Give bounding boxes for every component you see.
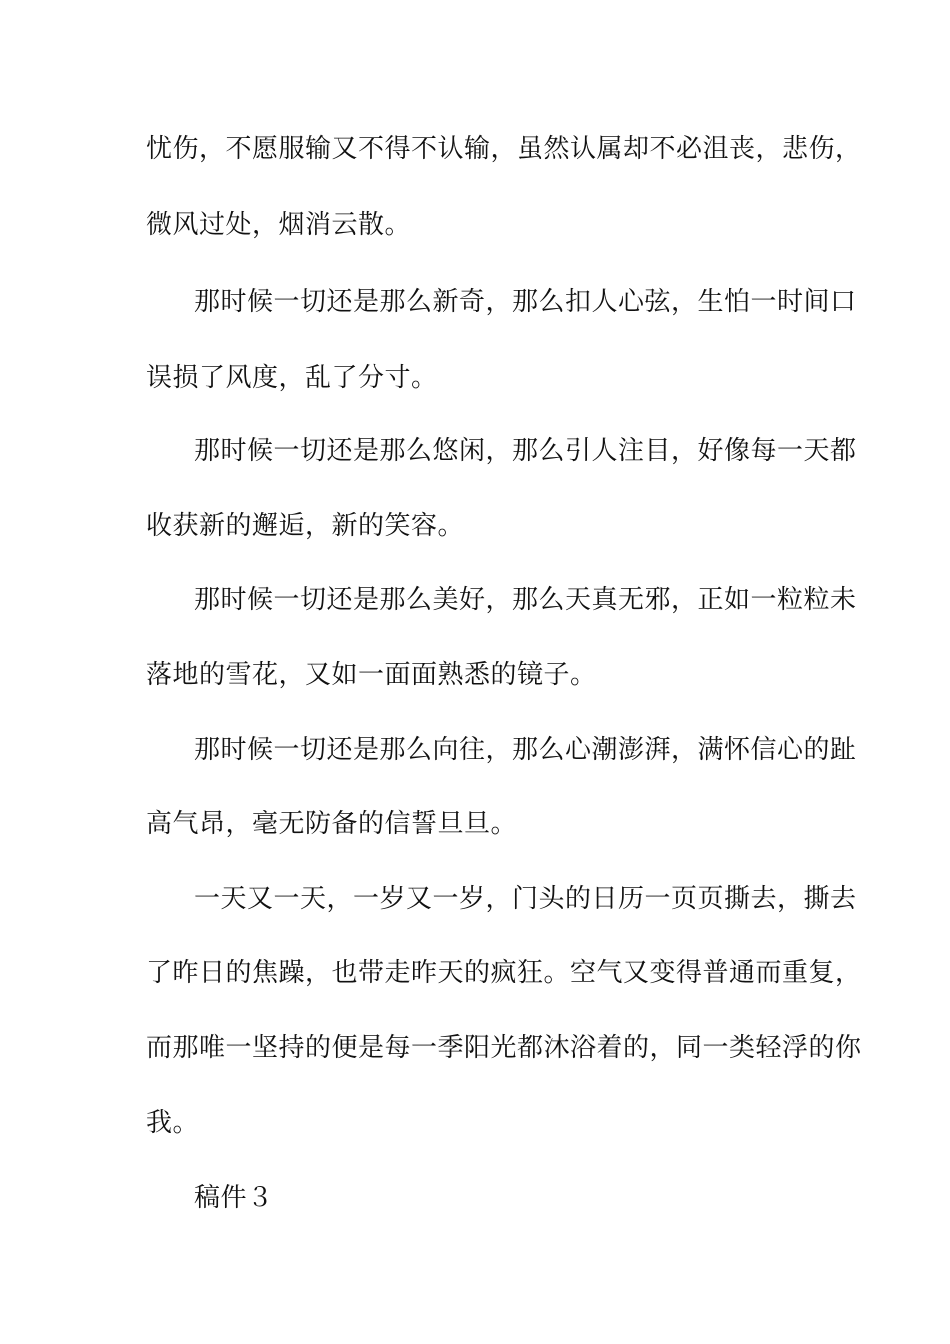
paragraph-first-line: 一天又一天，一岁又一岁，门头的日历一页页撕去，撕去	[194, 884, 857, 914]
paragraph-first-line: 那时候一切还是那么向往，那么心潮澎湃，满怀信心的趾	[194, 735, 857, 765]
text-line: 高气昂，毫无防备的信誓旦旦。	[146, 809, 518, 839]
paragraph-first-line: 那时候一切还是那么悠闲，那么引人注目，好像每一天都	[194, 436, 857, 466]
section-label: 稿件３	[194, 1183, 274, 1213]
text-line: 了昨日的焦躁，也带走昨天的疯狂。空气又变得普通而重复，	[146, 958, 862, 988]
text-line: 微风过处，烟消云散。	[146, 210, 412, 240]
text-line: 忧伤，不愿服输又不得不认输，虽然认属却不必沮丧，悲伤，	[146, 134, 862, 164]
paragraph-first-line: 那时候一切还是那么美好，那么天真无邪，正如一粒粒未	[194, 585, 857, 615]
text-line: 误损了风度，乱了分寸。	[146, 363, 438, 393]
paragraph-first-line: 那时候一切还是那么新奇，那么扣人心弦，生怕一时间口	[194, 287, 857, 317]
text-line: 我。	[146, 1108, 200, 1138]
text-line: 而那唯一坚持的便是每一季阳光都沐浴着的，同一类轻浮的你	[146, 1033, 862, 1063]
text-line: 落地的雪花，又如一面面熟悉的镜子。	[146, 660, 597, 690]
text-line: 收获新的邂逅，新的笑容。	[146, 511, 465, 541]
